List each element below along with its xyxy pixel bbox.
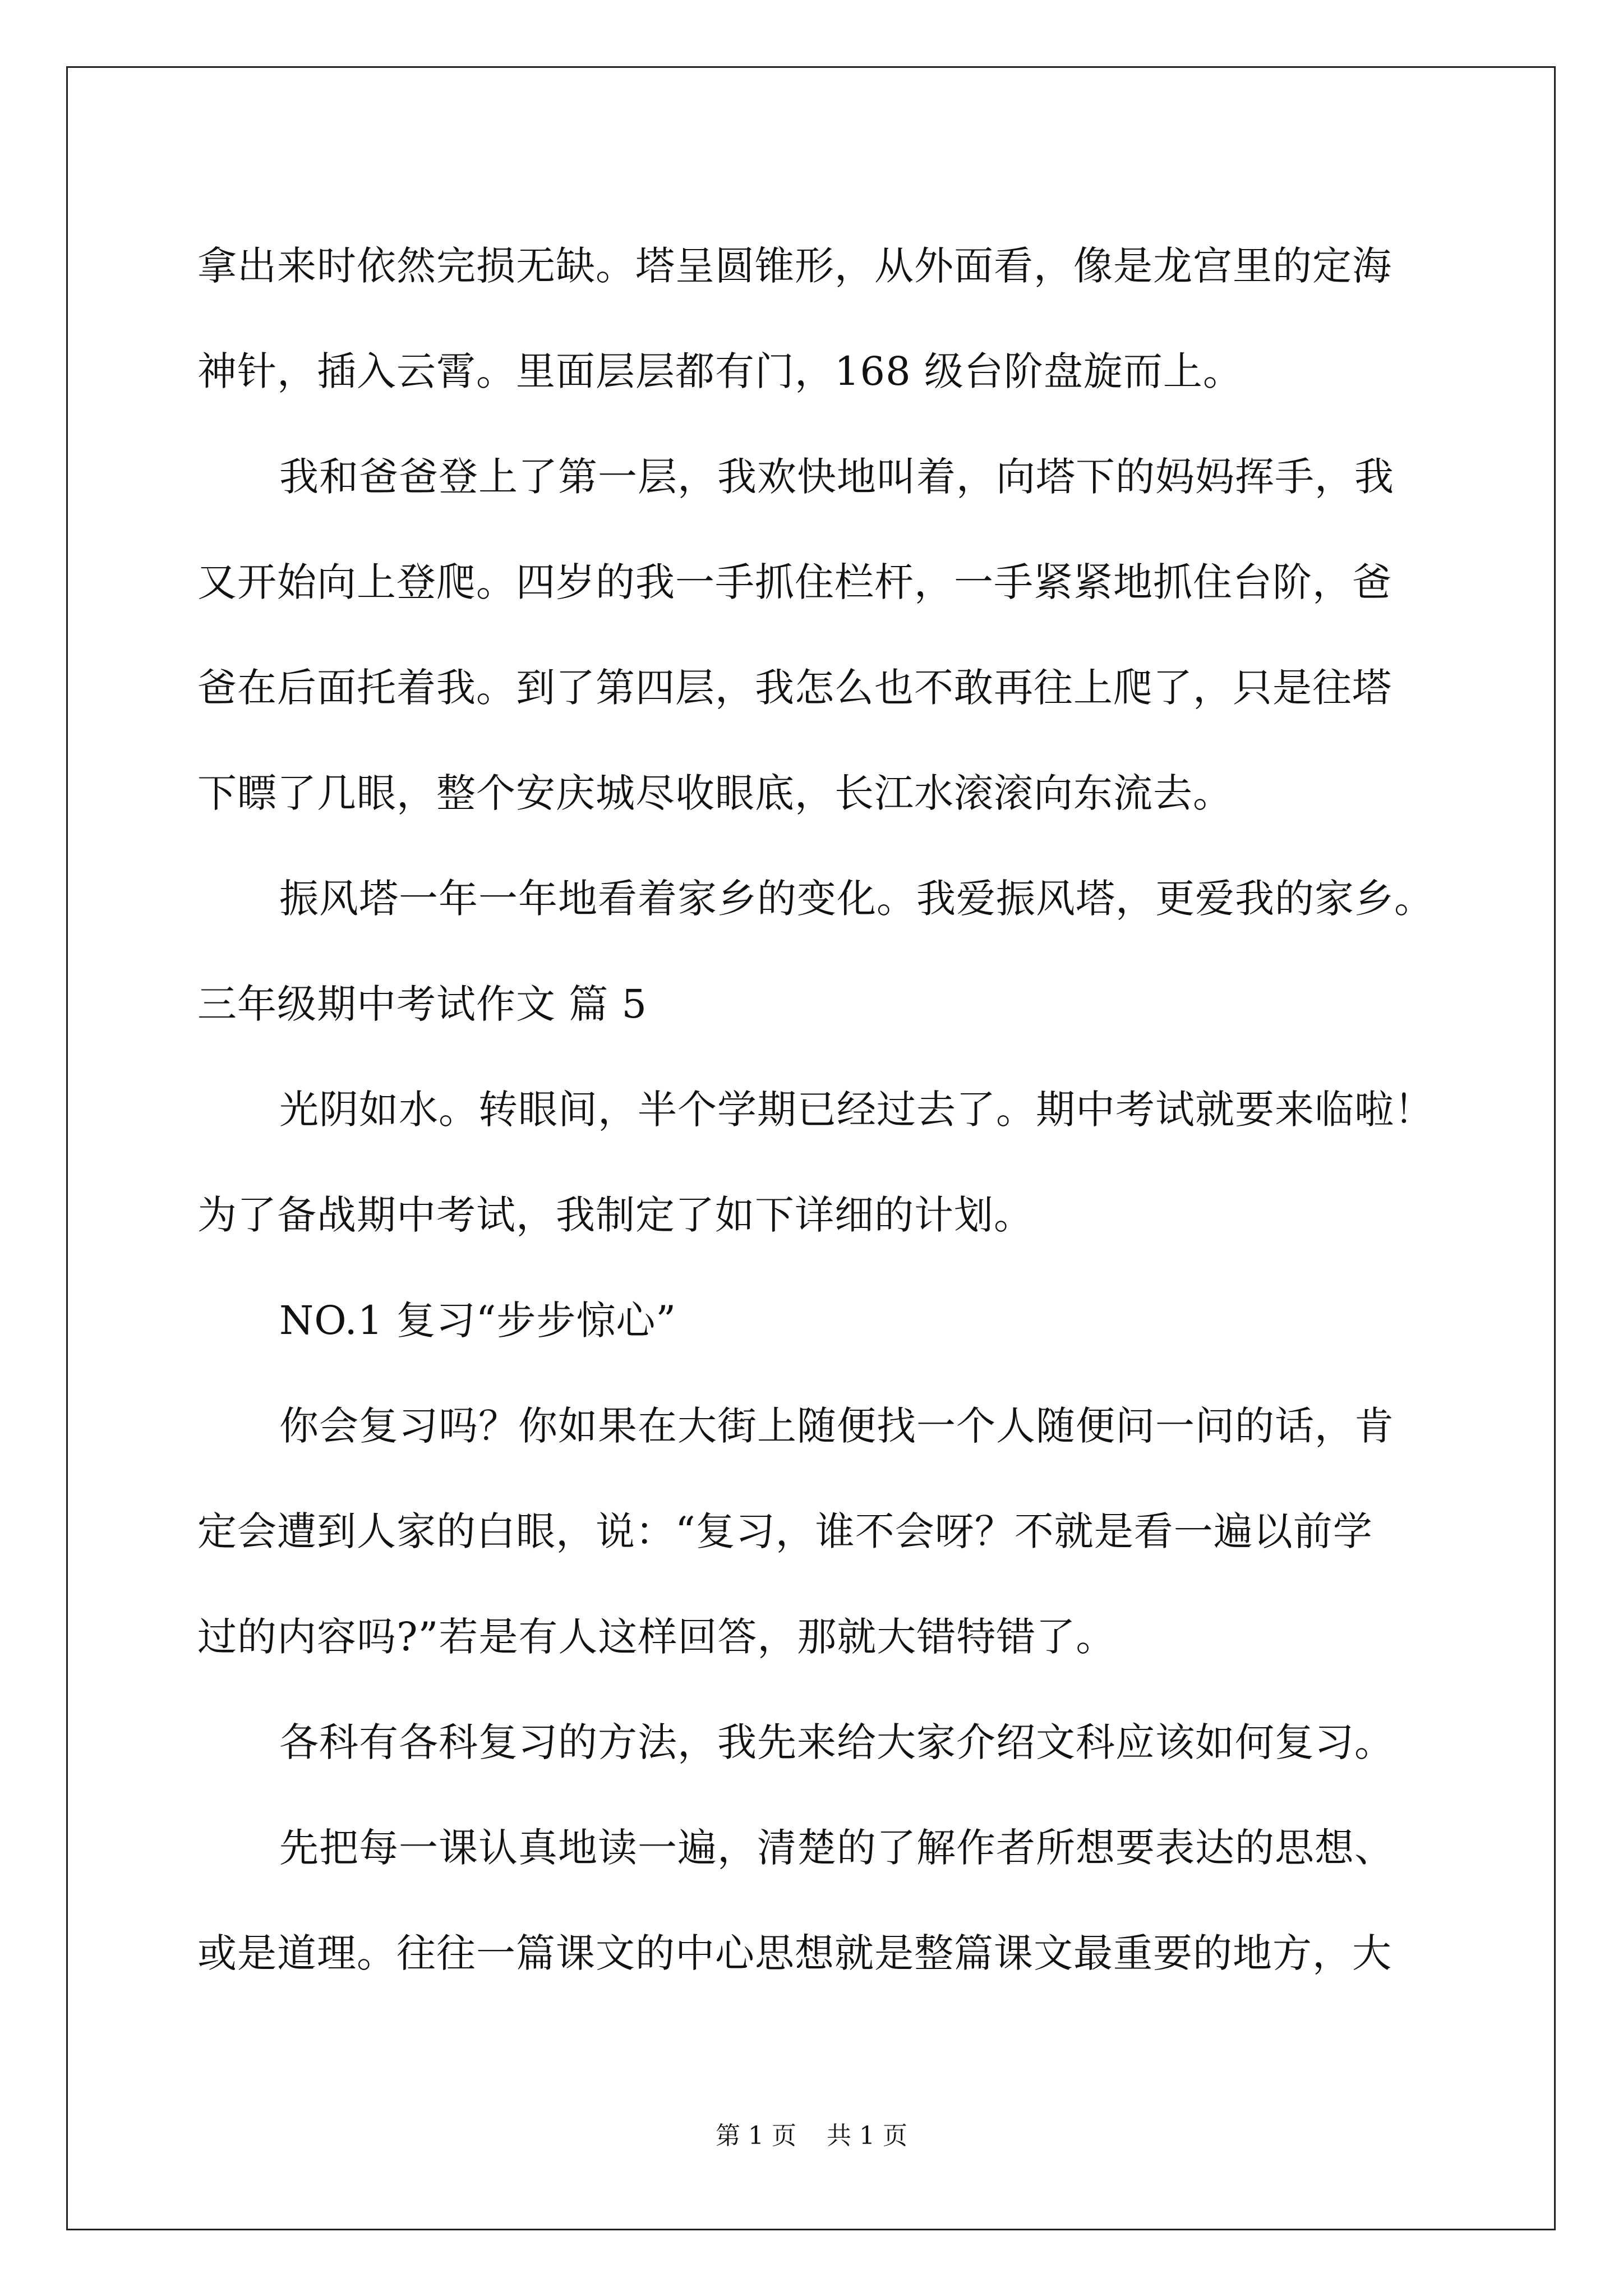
subheading: NO.1 复习“步步惊心”	[279, 1297, 677, 1343]
paragraph-start: 我和爸爸登上了第一层，我欢快地叫着，向塔下的妈妈挥手，我	[279, 454, 1394, 500]
page-footer	[0, 2119, 1623, 2153]
text-line: 过的内容吗?”若是有人这样回答，那就大错特错了。	[197, 1614, 1116, 1660]
text-line: 神针，插入云霄。里面层层都有门，168 级台阶盘旋而上。	[197, 348, 1243, 394]
paragraph-start: 振风塔一年一年地看着家乡的变化。我爱振风塔，更爱我的家乡。	[279, 876, 1434, 922]
paragraph-start: 各科有各科复习的方法，我先来给大家介绍文科应该如何复习。	[279, 1719, 1394, 1765]
paragraph-start: 光阴如水。转眼间，半个学期已经过去了。期中考试就要来临啦！	[279, 1087, 1434, 1133]
text-line: 爸在后面托着我。到了第四层，我怎么也不敢再往上爬了，只是往塔	[197, 665, 1392, 711]
paragraph-start: 先把每一课认真地读一遍，清楚的了解作者所想要表达的思想、	[279, 1825, 1394, 1871]
text-line: 又开始向上登爬。四岁的我一手抓住栏杆，一手紧紧地抓住台阶，爸	[197, 559, 1392, 605]
page-total: 共 1 页	[827, 2122, 907, 2150]
text-line: 或是道理。往往一篇课文的中心思想就是整篇课文最重要的地方，大	[197, 1930, 1392, 1976]
text-line: 定会遭到人家的白眼，说：“复习，谁不会呀？不就是看一遍以前学	[197, 1508, 1373, 1554]
document-body	[197, 213, 1437, 2006]
text-line: 下瞟了几眼，整个安庆城尽收眼底，长江水滚滚向东流去。	[197, 770, 1233, 816]
paragraph-start: 你会复习吗？你如果在大街上随便找一个人随便问一问的话，肯	[279, 1403, 1394, 1449]
text-line: 为了备战期中考试，我制定了如下详细的计划。	[197, 1192, 1034, 1238]
text-line: 拿出来时依然完损无缺。塔呈圆锥形，从外面看，像是龙宫里的定海	[197, 243, 1392, 289]
section-heading: 三年级期中考试作文 篇 5	[197, 981, 648, 1027]
page-number: 第 1 页	[716, 2122, 796, 2150]
